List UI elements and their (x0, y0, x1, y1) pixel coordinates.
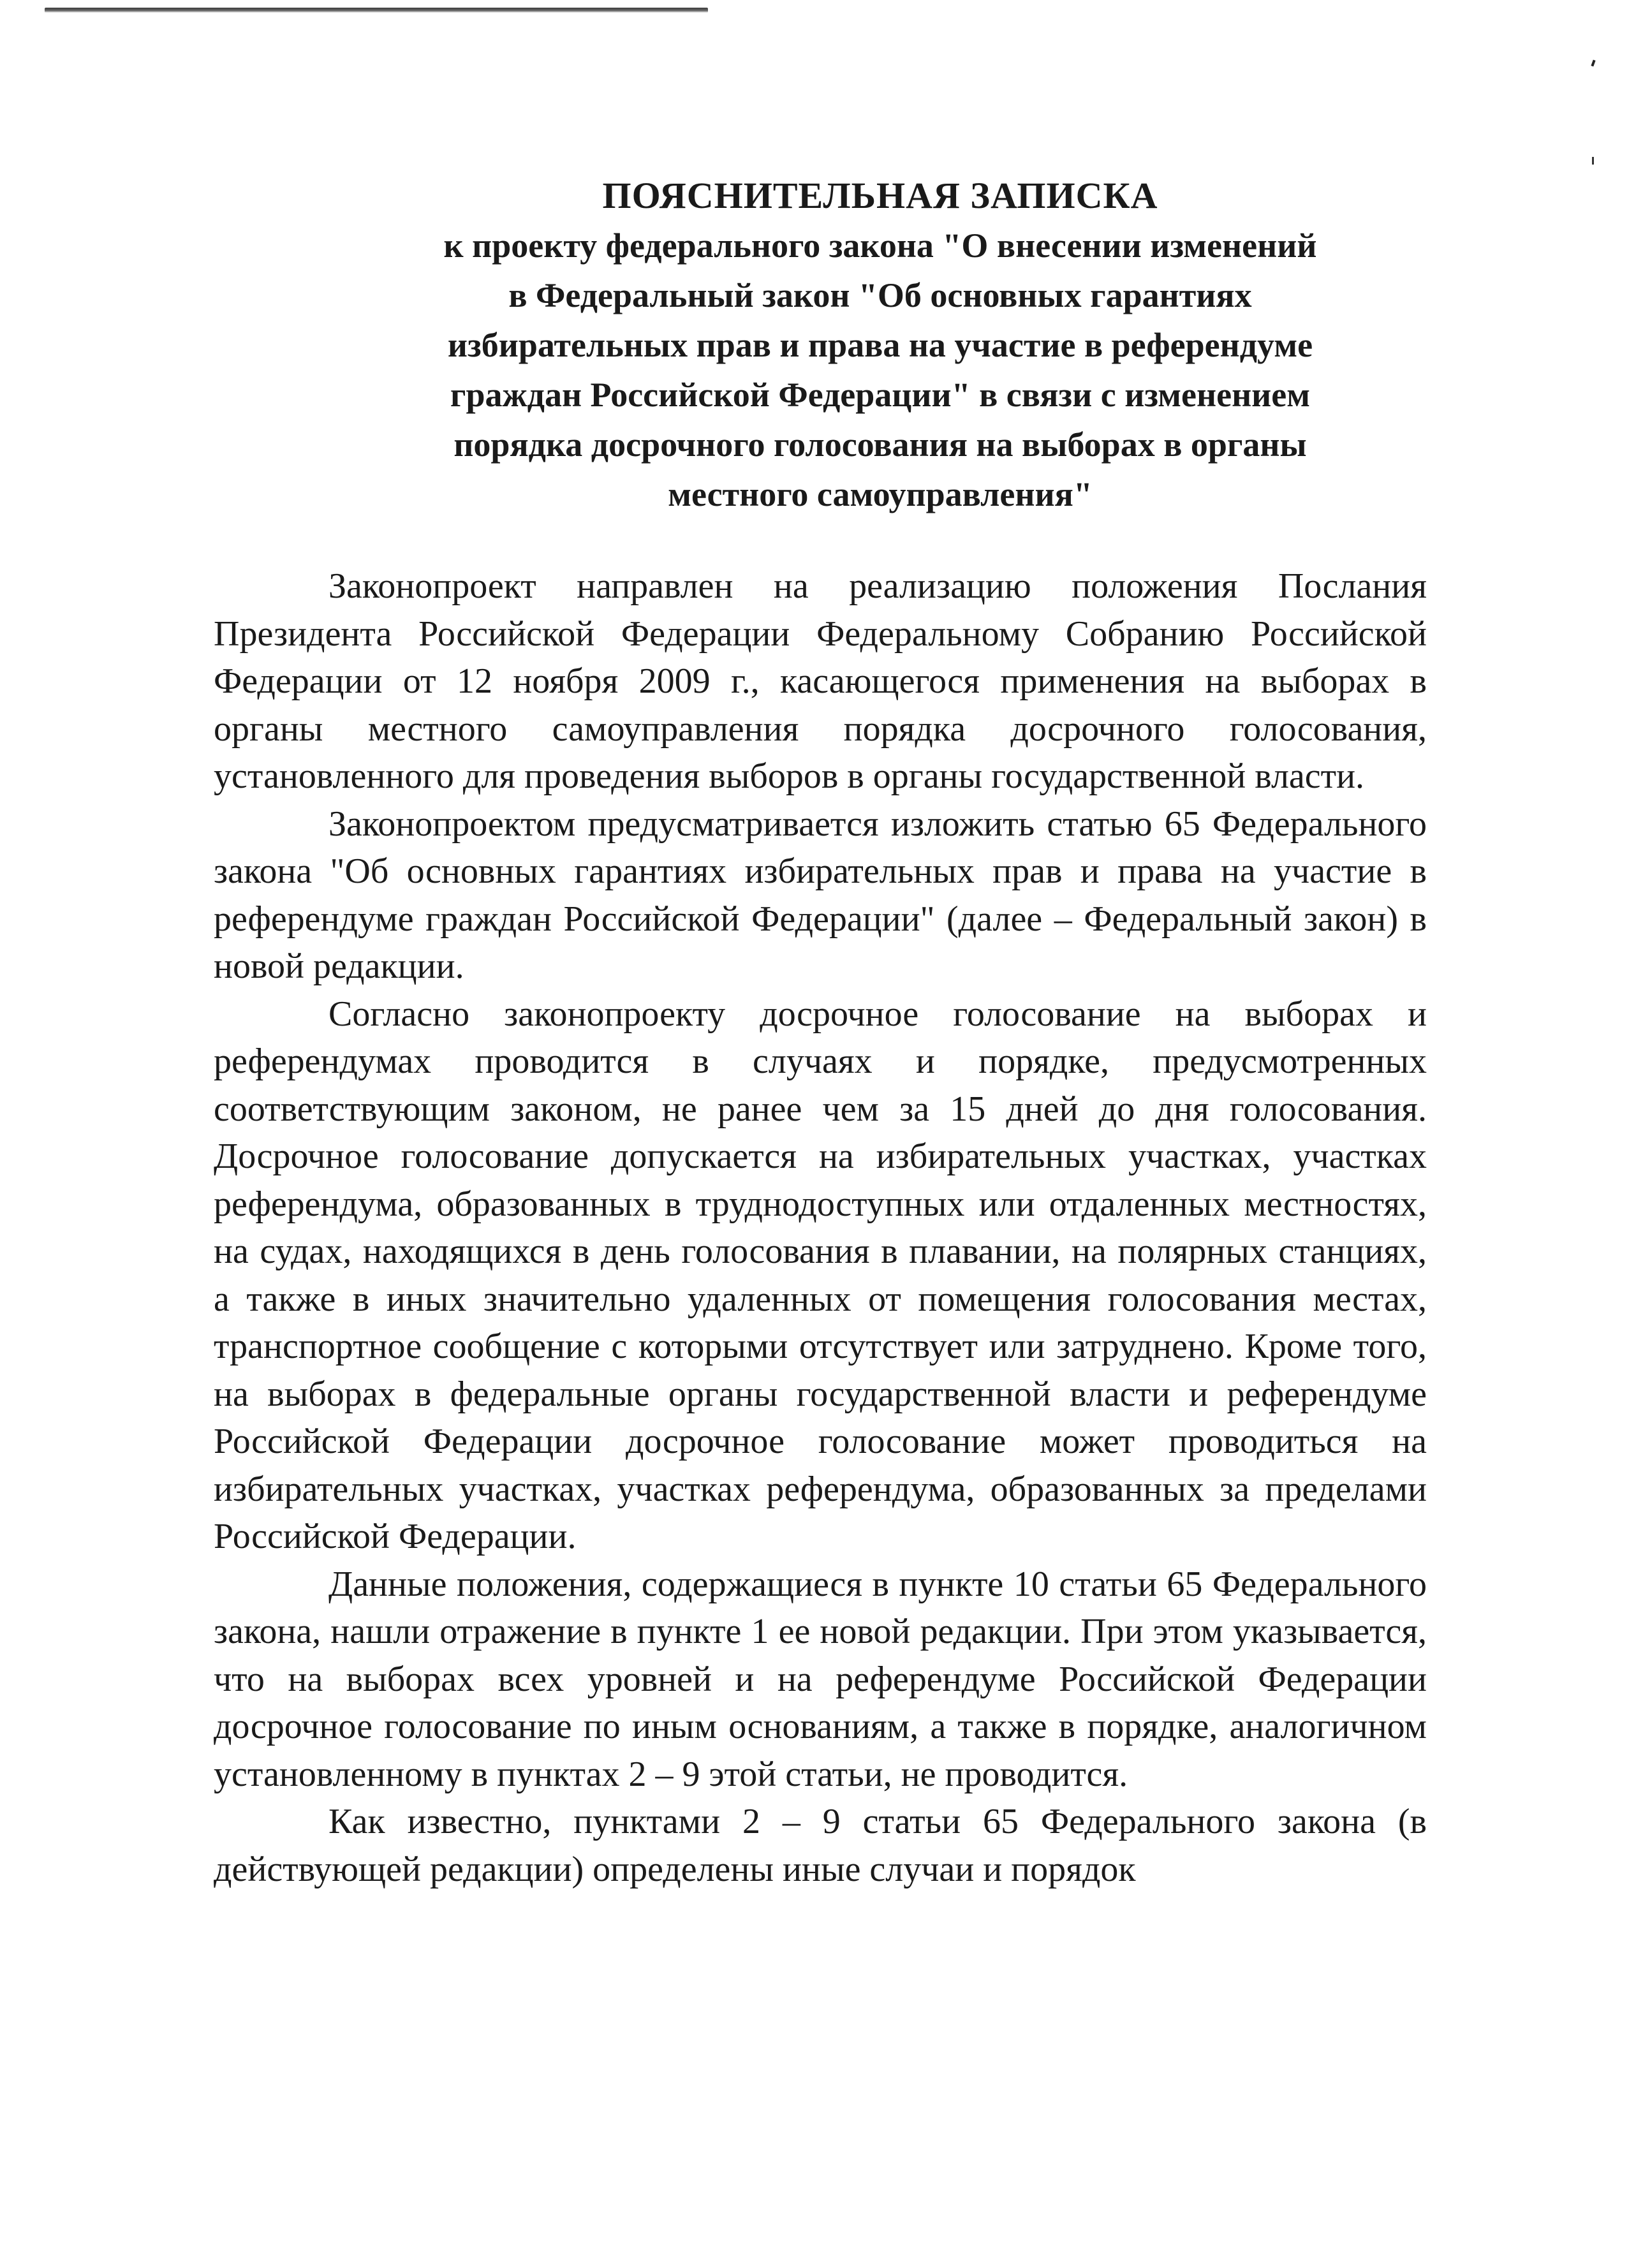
document-body (214, 563, 1427, 1893)
paragraph: Законопроект направлен на реализацию положения Послания Президента Российской Федерации Федеральному Собранию Российской Федерации от 12 ноября 2009 г., касающегося применения на выборах в органы местного самоуправления порядка досрочного голосования, установленного для проведения выборов в органы государственной власти. (214, 566, 1427, 796)
scan-speck (1592, 157, 1594, 165)
document-title: ПОЯСНИТЕЛЬНАЯ ЗАПИСКА (602, 175, 1158, 216)
paragraph: Данные положения, содержащиеся в пункте 10 статьи 65 Федерального закона, нашли отражение в пункте 1 ее новой редакции. При этом указывается, что на выборах всех уровней и на референдуме Российской Федерации досрочное голосование по иным основаниям, а также в порядке, аналогичном установленному в пунктах 2 – 9 этой статьи, не проводится. (214, 1564, 1427, 1794)
scan-edge-mark (45, 8, 708, 13)
paragraph: Согласно законопроекту досрочное голосование на выборах и референдумах проводится в случаях и порядке, предусмотренных соответствующим законом, не ранее чем за 15 дней до дня голосования. Досрочное голосование допускается на избирательных участках, участках референдума, образованных в труднодоступных или отдаленных местностях, на судах, находящихся в день голосования в плавании, на полярных станциях, а также в иных значительно удаленных от помещения голосования местах, транспортное сообщение с которыми отсутствует или затруднено. Кроме того, на выборах в федеральные органы государственной власти и референдуме Российской Федерации досрочное голосование может проводиться на избирательных участках, участках референдума, образованных за пределами Российской Федерации. (214, 994, 1427, 1556)
scan-speck (1591, 60, 1595, 67)
document-header (357, 171, 1403, 519)
document-subtitle: к проекту федерального закона "О внесении изменений в Федеральный закон "Об основных гарантиях избирательных прав и права на участие в референдуме граждан Российской Федерации" в связи с изменением порядка досрочного голосования на выборах в органы местного самоуправления" (443, 226, 1317, 513)
paragraph: Как известно, пунктами 2 – 9 статьи 65 Федерального закона (в действующей редакции) определены иные случаи и порядок (214, 1802, 1427, 1889)
paragraph: Законопроектом предусматривается изложить статью 65 Федерального закона "Об основных гарантиях избирательных прав и права на участие в референдуме граждан Российской Федерации" (далее – Федеральный закон) в новой редакции. (214, 804, 1427, 986)
